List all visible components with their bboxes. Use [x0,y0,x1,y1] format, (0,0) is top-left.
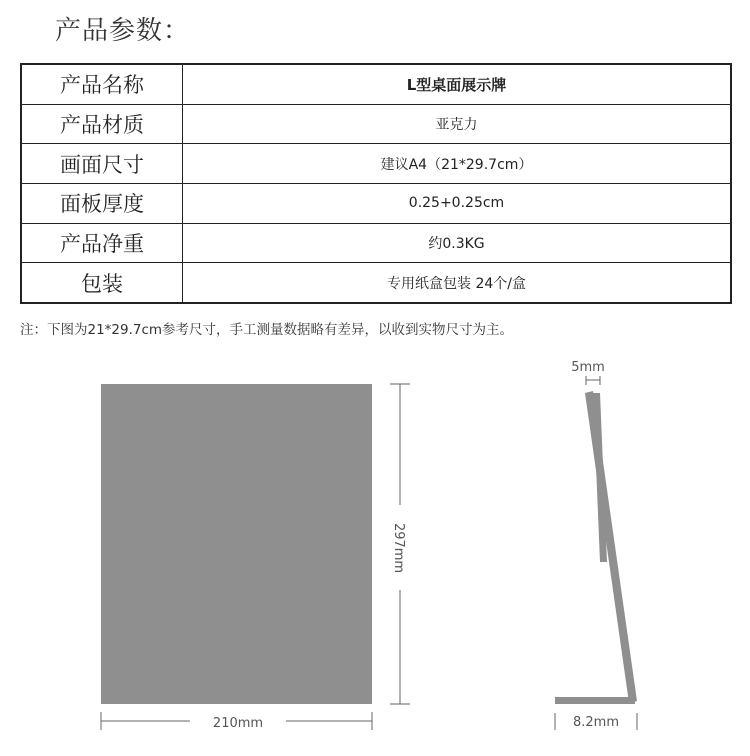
row-label: 产品材质 [21,104,183,144]
row-label: 产品名称 [21,64,183,104]
row-label: 产品净重 [21,223,183,263]
section-title: 产品参数： [55,16,191,46]
row-value: L型桌面展示牌 [183,64,732,104]
thickness-label: 5mm [571,360,605,375]
row-value: 0.25+0.25cm [183,183,732,223]
front-panel [101,384,372,704]
row-value: 亚克力 [183,104,732,144]
row-value: 专用纸盒包装 24个/盒 [183,263,732,303]
note-text: 注：下图为21*29.7cm参考尺寸，手工测量数据略有差异，以收到实物尺寸为主。 [20,322,514,338]
table-row [21,183,731,223]
row-label: 面板厚度 [21,183,183,223]
table-row [21,263,731,303]
table-row [21,64,731,104]
table-row [21,144,731,184]
side-profile [555,391,637,704]
width-label: 210mm [212,716,264,731]
base-label: 8.2mm [572,715,620,730]
row-value: 建议A4（21*29.7cm） [183,144,732,184]
dimension-diagram [0,350,750,756]
table-row [21,223,731,263]
params-table [20,63,732,304]
row-value: 约0.3KG [183,223,732,263]
thickness-dimension [586,376,600,385]
row-label: 画面尺寸 [21,144,183,184]
table-row [21,104,731,144]
row-label: 包装 [21,263,183,303]
height-label: 297mm [391,522,406,574]
